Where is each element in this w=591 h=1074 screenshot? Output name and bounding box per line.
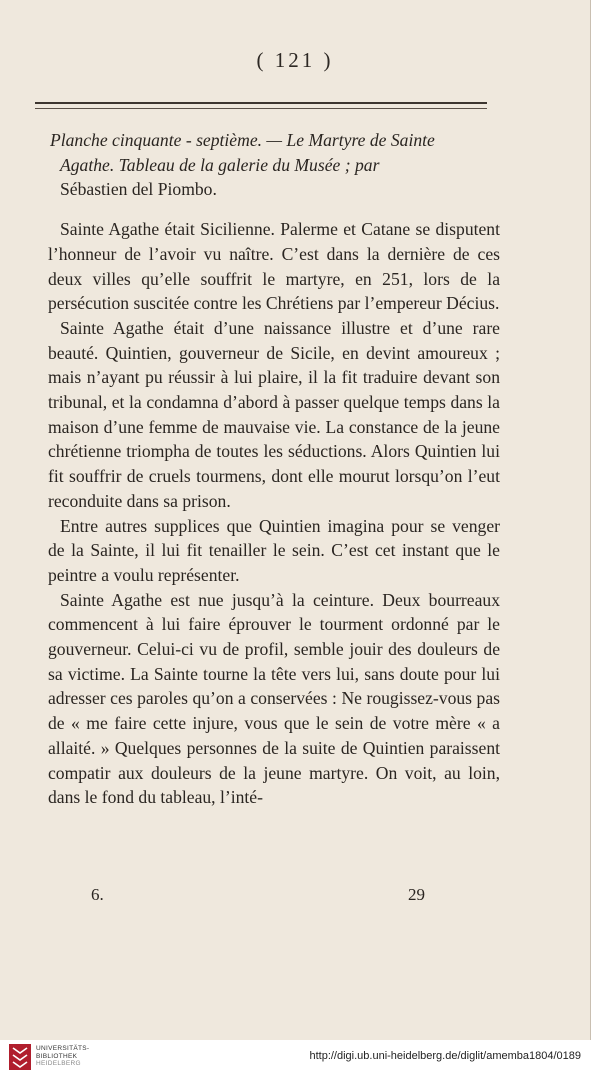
paragraph-3: Entre autres supplices que Quintien imagina pour se venger de la Sainte, il lui fit tenailler le sein. C’est cet instant que le peintre a voulu représenter.	[48, 515, 500, 585]
header-rule-thick	[35, 102, 487, 104]
institution-line-3: HEIDELBERG	[36, 1060, 81, 1068]
viewer-footer-bar	[0, 1040, 591, 1074]
plate-heading	[48, 128, 500, 202]
university-library-logo-icon	[8, 1043, 32, 1071]
signature-mark: 6.	[91, 885, 104, 904]
institution-name	[36, 1045, 89, 1068]
paragraph-2: Sainte Agathe était d’une naissance illustre et d’une rare beauté. Quintien, gouverneur de Sicile, en devint amoureux ; mais n’ayant pu réussir à lui plaire, il la fit traduire devant son tribunal, et la condamna d’abord à passer quelque temps dans la maison d’une femme de mauvaise vie. La constance de la jeune chrétienne triompha de toutes les séductions. Alors Quintien lui fit souffrir de cruels tourmens, dont elle mourut lorsqu’on l’eut reconduite dans sa prison.	[48, 317, 500, 511]
heading-line-3: Sébastien del Piombo.	[60, 179, 217, 200]
folio-number: 29	[408, 885, 425, 904]
permalink-url[interactable]: http://digi.ub.uni-heidelberg.de/diglit/amemba1804/0189	[309, 1050, 581, 1062]
page-number: ( 121 )	[256, 48, 334, 72]
heading-line-2: Agathe. Tableau de la galerie du Musée ; par	[60, 154, 380, 175]
paragraph-4: Sainte Agathe est nue jusqu’à la ceinture. Deux bourreaux commencent à lui faire éprouver le tourment ordonné par le gouverneur. Celui-ci vu de profil, semble jouir des douleurs de sa victime. La Sainte tourne la tête vers lui, sans doute pour lui adresser ces paroles qu’on a conservées : Ne rougissez-vous pas de « me faire cette injure, vous que le sein de votre mère « a allaité. » Quelques personnes de la suite de Quintien paraissent compatir aux douleurs de la jeune martyre. On voit, au loin, dans le fond du tableau, l’inté-	[48, 589, 500, 808]
header-rule-thin	[35, 108, 487, 109]
institution-line-1: UNIVERSITÄTS-	[36, 1045, 90, 1052]
heading-line-1: Planche cinquante - septième. — Le Martyre de Sainte	[50, 130, 435, 150]
page-text	[48, 128, 500, 810]
paragraph-1: Sainte Agathe était Sicilienne. Palerme et Catane se disputent l’honneur de l’avoir vu naître. C’est dans la dernière de ces deux villes qu’elle souffrit le martyre, en 251, lors de la persécution suscitée contre les Chrétiens par l’empereur Décius.	[48, 219, 500, 314]
institution-line-2: BIBLIOTHEK	[36, 1052, 78, 1060]
